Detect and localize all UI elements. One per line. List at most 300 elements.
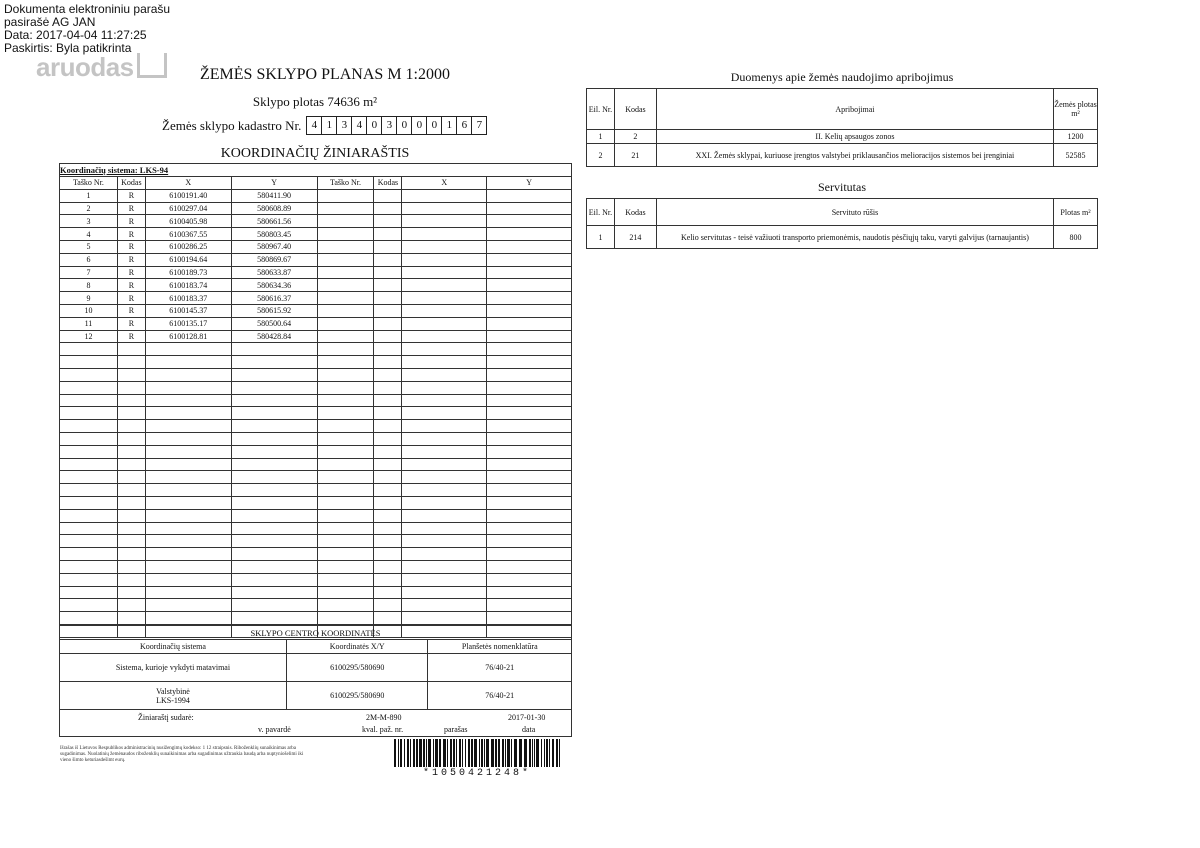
- cadastre-digit: 3: [381, 116, 397, 135]
- table-row: [60, 292, 572, 305]
- coord-cell: [487, 573, 572, 586]
- coord-cell: [374, 445, 402, 458]
- coord-cell: 580411.90: [231, 189, 317, 202]
- coord-cell: [487, 317, 572, 330]
- coord-cell: [145, 560, 231, 573]
- coord-cell: [231, 573, 317, 586]
- coord-cell: 9: [60, 292, 118, 305]
- barcode-bar: [398, 739, 399, 767]
- servitude-header: Plotas m²: [1054, 199, 1098, 226]
- header-line: Dokumenta elektroniniu parašu: [4, 2, 171, 16]
- coord-cell: 6100135.17: [145, 317, 231, 330]
- restrictions-table: [586, 88, 1098, 167]
- coord-cell: [317, 368, 374, 381]
- table-row: [60, 407, 572, 420]
- signature-label: v. pavardė: [258, 725, 291, 734]
- barcode-bar: [453, 739, 455, 767]
- coord-cell: [317, 279, 374, 292]
- signature-header: [4, 3, 170, 55]
- cadastre-digit: 3: [336, 116, 352, 135]
- coord-cell: [317, 535, 374, 548]
- coord-cell: [117, 612, 145, 625]
- coord-cell: [402, 548, 487, 561]
- coord-cell: [487, 292, 572, 305]
- table-row: [60, 548, 572, 561]
- watermark-logo: aruodas: [36, 52, 167, 83]
- coord-cell: [60, 356, 118, 369]
- coord-cell: [487, 509, 572, 522]
- coord-cell: [317, 599, 374, 612]
- coord-cell: [60, 548, 118, 561]
- coord-cell: [117, 509, 145, 522]
- coord-cell: [374, 368, 402, 381]
- coord-cell: [145, 407, 231, 420]
- coord-cell: [487, 189, 572, 202]
- coord-cell: [317, 253, 374, 266]
- coord-cell: [317, 522, 374, 535]
- table-row: [60, 381, 572, 394]
- coord-cell: [487, 548, 572, 561]
- barcode-bar: [559, 739, 560, 767]
- barcode-bar: [491, 739, 494, 767]
- coord-cell: [487, 522, 572, 535]
- table-row: [60, 202, 572, 215]
- restrictions-cell: 21: [614, 144, 656, 167]
- servitude-header: Servituto rūšis: [656, 199, 1053, 226]
- coord-cell: [374, 599, 402, 612]
- table-row: [60, 432, 572, 445]
- table-row: [60, 253, 572, 266]
- coord-header: Kodas: [117, 177, 145, 190]
- coordinate-system: Koordinačių sistema: LKS-94: [60, 164, 572, 177]
- servitude-table: [586, 198, 1098, 249]
- table-row: [60, 343, 572, 356]
- center-cell: 76/40-21: [428, 682, 572, 710]
- coord-cell: [374, 560, 402, 573]
- coord-cell: [60, 522, 118, 535]
- table-row: [60, 330, 572, 343]
- table-row: [60, 599, 572, 612]
- barcode-bar: [423, 739, 425, 767]
- table-row: [60, 228, 572, 241]
- restrictions-cell: II. Kelių apsaugos zonos: [656, 130, 1053, 144]
- coord-cell: [487, 484, 572, 497]
- table-row: [60, 560, 572, 573]
- barcode: [394, 739, 560, 767]
- coord-cell: [145, 535, 231, 548]
- barcode-bar: [419, 739, 422, 767]
- barcode-bar: [495, 739, 497, 767]
- coord-cell: [145, 496, 231, 509]
- barcode-bar: [552, 739, 554, 767]
- coord-cell: [231, 445, 317, 458]
- coord-cell: [487, 240, 572, 253]
- restrictions-header: Kodas: [614, 89, 656, 130]
- coord-cell: [487, 330, 572, 343]
- coord-cell: R: [117, 266, 145, 279]
- coord-cell: [402, 240, 487, 253]
- coord-cell: [145, 484, 231, 497]
- prepared-code: 2M-M-890: [366, 713, 402, 722]
- coord-cell: 580428.84: [231, 330, 317, 343]
- coord-cell: [374, 202, 402, 215]
- table-row: [60, 586, 572, 599]
- cadastre-digit: 6: [456, 116, 472, 135]
- prepared-date: 2017-01-30: [508, 713, 546, 722]
- table-row: [60, 317, 572, 330]
- coord-cell: [317, 266, 374, 279]
- coord-cell: [402, 586, 487, 599]
- coord-cell: 6100286.25: [145, 240, 231, 253]
- coord-cell: [145, 432, 231, 445]
- servitude-cell: Kelio servitutas - teisė važiuoti transporto priemonėmis, naudotis pėsčiųjų taku, varyti galvijus (tarnaujantis): [656, 226, 1053, 249]
- coord-cell: [231, 522, 317, 535]
- coord-cell: [117, 599, 145, 612]
- coord-cell: [487, 228, 572, 241]
- coord-cell: [487, 496, 572, 509]
- coord-cell: [402, 394, 487, 407]
- coord-cell: R: [117, 253, 145, 266]
- coord-cell: [402, 509, 487, 522]
- barcode-bar: [450, 739, 452, 767]
- coord-cell: [374, 240, 402, 253]
- restrictions-cell: 52585: [1054, 144, 1098, 167]
- coord-cell: [402, 432, 487, 445]
- coord-cell: [402, 381, 487, 394]
- cadastre-digit: 0: [426, 116, 442, 135]
- table-row: [60, 573, 572, 586]
- coord-cell: [145, 599, 231, 612]
- coord-cell: [402, 522, 487, 535]
- table-row: [60, 304, 572, 317]
- cadastre-digit-boxes: [307, 116, 487, 135]
- barcode-bar: [498, 739, 500, 767]
- coord-cell: [374, 330, 402, 343]
- coord-cell: 580869.67: [231, 253, 317, 266]
- coord-cell: [317, 240, 374, 253]
- coord-header: Y: [487, 177, 572, 190]
- table-row: [60, 240, 572, 253]
- restrictions-header: Žemės plotas m²: [1054, 89, 1098, 130]
- barcode-bar: [532, 739, 533, 767]
- coord-cell: [117, 432, 145, 445]
- coord-cell: 6100189.73: [145, 266, 231, 279]
- coord-cell: [145, 509, 231, 522]
- restrictions-cell: 2: [614, 130, 656, 144]
- coord-cell: [145, 445, 231, 458]
- coord-cell: [402, 266, 487, 279]
- coord-cell: [317, 381, 374, 394]
- coord-cell: [231, 458, 317, 471]
- barcode-bar: [416, 739, 418, 767]
- coord-cell: R: [117, 228, 145, 241]
- barcode-bar: [519, 739, 522, 767]
- table-row: [60, 279, 572, 292]
- coord-cell: [374, 407, 402, 420]
- coord-cell: [374, 266, 402, 279]
- coord-cell: [402, 189, 487, 202]
- cadastre-digit: 0: [366, 116, 382, 135]
- coord-cell: [487, 471, 572, 484]
- coord-cell: [317, 586, 374, 599]
- table-row: [60, 471, 572, 484]
- coord-cell: 7: [60, 266, 118, 279]
- barcode-bar: [514, 739, 517, 767]
- coord-cell: [317, 509, 374, 522]
- coord-cell: [402, 330, 487, 343]
- signature-label: data: [522, 725, 536, 734]
- signature-label: kval. paž. nr.: [362, 725, 404, 734]
- coord-cell: [317, 317, 374, 330]
- coord-cell: [317, 432, 374, 445]
- coord-cell: [117, 381, 145, 394]
- coord-cell: [317, 573, 374, 586]
- coord-cell: [487, 266, 572, 279]
- coord-cell: [145, 420, 231, 433]
- coord-cell: [487, 599, 572, 612]
- coord-cell: [60, 496, 118, 509]
- coord-cell: [317, 420, 374, 433]
- coord-cell: [231, 343, 317, 356]
- coord-cell: [145, 548, 231, 561]
- coord-cell: 6100183.37: [145, 292, 231, 305]
- barcode-bar: [479, 739, 480, 767]
- coord-cell: 3: [60, 215, 118, 228]
- coord-cell: [117, 394, 145, 407]
- center-cell: Valstybinė LKS-1994: [60, 682, 287, 710]
- coord-cell: [60, 535, 118, 548]
- coord-cell: [402, 368, 487, 381]
- barcode-bar: [486, 739, 489, 767]
- coord-cell: [402, 356, 487, 369]
- table-row: [60, 509, 572, 522]
- coord-cell: [374, 548, 402, 561]
- coord-cell: [402, 599, 487, 612]
- coord-cell: 8: [60, 279, 118, 292]
- coord-cell: [402, 407, 487, 420]
- barcode-bar: [529, 739, 531, 767]
- barcode-bar: [502, 739, 504, 767]
- coord-cell: [402, 496, 487, 509]
- barcode-bar: [505, 739, 506, 767]
- barcode-bar: [428, 739, 431, 767]
- coord-cell: [487, 432, 572, 445]
- servitude-header: Eil. Nr.: [587, 199, 615, 226]
- coord-cell: [374, 573, 402, 586]
- coord-cell: [60, 407, 118, 420]
- coord-cell: [402, 279, 487, 292]
- coord-cell: [117, 573, 145, 586]
- coord-cell: [60, 432, 118, 445]
- coord-cell: [374, 420, 402, 433]
- cadastre-digit: 0: [396, 116, 412, 135]
- coord-cell: [402, 202, 487, 215]
- barcode-bar: [447, 739, 448, 767]
- coord-cell: [402, 535, 487, 548]
- coord-cell: [374, 612, 402, 625]
- barcode-bar: [413, 739, 415, 767]
- coord-cell: [487, 368, 572, 381]
- table-row: [60, 266, 572, 279]
- coord-cell: [402, 304, 487, 317]
- coord-cell: 580633.87: [231, 266, 317, 279]
- servitude-title: Servitutas: [818, 180, 866, 194]
- table-row: [60, 496, 572, 509]
- plot-area: Sklypo plotas 74636 m²: [252, 94, 378, 109]
- coord-cell: [402, 471, 487, 484]
- coord-cell: [60, 599, 118, 612]
- table-row: [60, 420, 572, 433]
- servitude-cell: 214: [614, 226, 656, 249]
- coord-cell: [231, 484, 317, 497]
- coord-cell: [317, 496, 374, 509]
- coord-cell: [374, 189, 402, 202]
- coord-cell: [145, 356, 231, 369]
- coord-cell: [402, 292, 487, 305]
- coord-cell: 6100128.81: [145, 330, 231, 343]
- table-row: [60, 356, 572, 369]
- coord-cell: [117, 522, 145, 535]
- barcode-bar: [443, 739, 446, 767]
- coord-cell: [231, 496, 317, 509]
- coord-cell: [145, 612, 231, 625]
- barcode-bar: [404, 739, 405, 767]
- coord-cell: R: [117, 215, 145, 228]
- coord-cell: 580608.89: [231, 202, 317, 215]
- coord-cell: [487, 445, 572, 458]
- coord-cell: 11: [60, 317, 118, 330]
- coord-cell: [145, 458, 231, 471]
- coord-cell: [402, 612, 487, 625]
- coord-cell: [317, 612, 374, 625]
- coord-cell: [487, 356, 572, 369]
- table-row: [60, 522, 572, 535]
- cadastre-digit: 1: [441, 116, 457, 135]
- coord-cell: [117, 356, 145, 369]
- coordinates-title: KOORDINAČIŲ ŽINIARAŠTIS: [220, 146, 410, 161]
- coord-cell: [402, 420, 487, 433]
- barcode-bar: [439, 739, 441, 767]
- coord-cell: [60, 471, 118, 484]
- coord-cell: [231, 368, 317, 381]
- coord-cell: [231, 394, 317, 407]
- coord-cell: [487, 394, 572, 407]
- coord-cell: [60, 573, 118, 586]
- coord-cell: [374, 228, 402, 241]
- coord-cell: [117, 343, 145, 356]
- coord-cell: [145, 522, 231, 535]
- header-line: pasirašė AG JAN: [4, 15, 96, 29]
- coord-cell: [487, 202, 572, 215]
- coord-cell: 580616.37: [231, 292, 317, 305]
- coord-cell: [145, 586, 231, 599]
- table-row: [60, 215, 572, 228]
- table-row: [60, 189, 572, 202]
- coord-cell: [117, 407, 145, 420]
- coord-cell: R: [117, 330, 145, 343]
- coord-cell: 580615.92: [231, 304, 317, 317]
- center-coordinates-table: [59, 625, 572, 737]
- coord-cell: [60, 509, 118, 522]
- coord-cell: [145, 343, 231, 356]
- barcode-bar: [507, 739, 510, 767]
- coord-cell: [317, 471, 374, 484]
- coord-cell: 580967.40: [231, 240, 317, 253]
- coord-cell: [117, 484, 145, 497]
- coord-cell: [317, 343, 374, 356]
- coord-cell: [374, 535, 402, 548]
- coord-header: X: [145, 177, 231, 190]
- coord-cell: [231, 356, 317, 369]
- coord-cell: [317, 548, 374, 561]
- coord-cell: 580803.45: [231, 228, 317, 241]
- coord-cell: [60, 458, 118, 471]
- coord-cell: [317, 445, 374, 458]
- coord-cell: R: [117, 279, 145, 292]
- table-row: [60, 535, 572, 548]
- coord-cell: [231, 612, 317, 625]
- coord-cell: [117, 548, 145, 561]
- coord-cell: [317, 304, 374, 317]
- coord-cell: [317, 189, 374, 202]
- coord-cell: 6100191.40: [145, 189, 231, 202]
- table-row: [60, 612, 572, 625]
- cadastre-digit: 4: [306, 116, 322, 135]
- barcode-bar: [433, 739, 434, 767]
- servitude-cell: 1: [587, 226, 615, 249]
- coord-cell: [374, 304, 402, 317]
- coord-cell: [487, 612, 572, 625]
- coordinates-table: [59, 163, 572, 638]
- coord-cell: [374, 458, 402, 471]
- cadastre-digit: 7: [471, 116, 487, 135]
- coord-cell: 4: [60, 228, 118, 241]
- coord-cell: [231, 471, 317, 484]
- coord-cell: [402, 228, 487, 241]
- coord-cell: [374, 484, 402, 497]
- restrictions-header: Apribojimai: [656, 89, 1053, 130]
- coord-cell: [145, 573, 231, 586]
- center-cell: Sistema, kurioje vykdyti matavimai: [60, 654, 287, 682]
- coord-cell: [117, 445, 145, 458]
- coord-header: Y: [231, 177, 317, 190]
- coord-cell: [402, 317, 487, 330]
- coord-cell: 2: [60, 202, 118, 215]
- coord-cell: [145, 368, 231, 381]
- barcode-bar: [484, 739, 485, 767]
- coord-header: X: [402, 177, 487, 190]
- coord-cell: [231, 599, 317, 612]
- legal-notes: Išrašas iš Lietuvos Respublikos administracinių nusižengimų kodekso: 1 12 straipsnis. Riboženklių sunaikinimas arba sugadinimas. Nuolatinių žemėnaudos riboženklių sunaikinimas arba sugadinimas užtraukia baudą arba nuptyniošelimi iki vieno šimto keturiasdešimt eurų.: [60, 746, 304, 763]
- header-line: Data: 2017-04-04 11:27:25: [4, 28, 147, 42]
- table-row: [60, 484, 572, 497]
- coord-cell: 10: [60, 304, 118, 317]
- barcode-bar: [534, 739, 535, 767]
- coord-cell: [487, 304, 572, 317]
- barcode-bar: [524, 739, 527, 767]
- table-row: [60, 445, 572, 458]
- coord-cell: [60, 394, 118, 407]
- coord-cell: 6100145.37: [145, 304, 231, 317]
- coord-cell: [487, 215, 572, 228]
- barcode-bar: [435, 739, 438, 767]
- coord-cell: 6100297.04: [145, 202, 231, 215]
- coord-cell: [374, 432, 402, 445]
- coord-cell: [231, 560, 317, 573]
- coord-cell: 6100183.74: [145, 279, 231, 292]
- coord-cell: 580500.64: [231, 317, 317, 330]
- coord-cell: [374, 317, 402, 330]
